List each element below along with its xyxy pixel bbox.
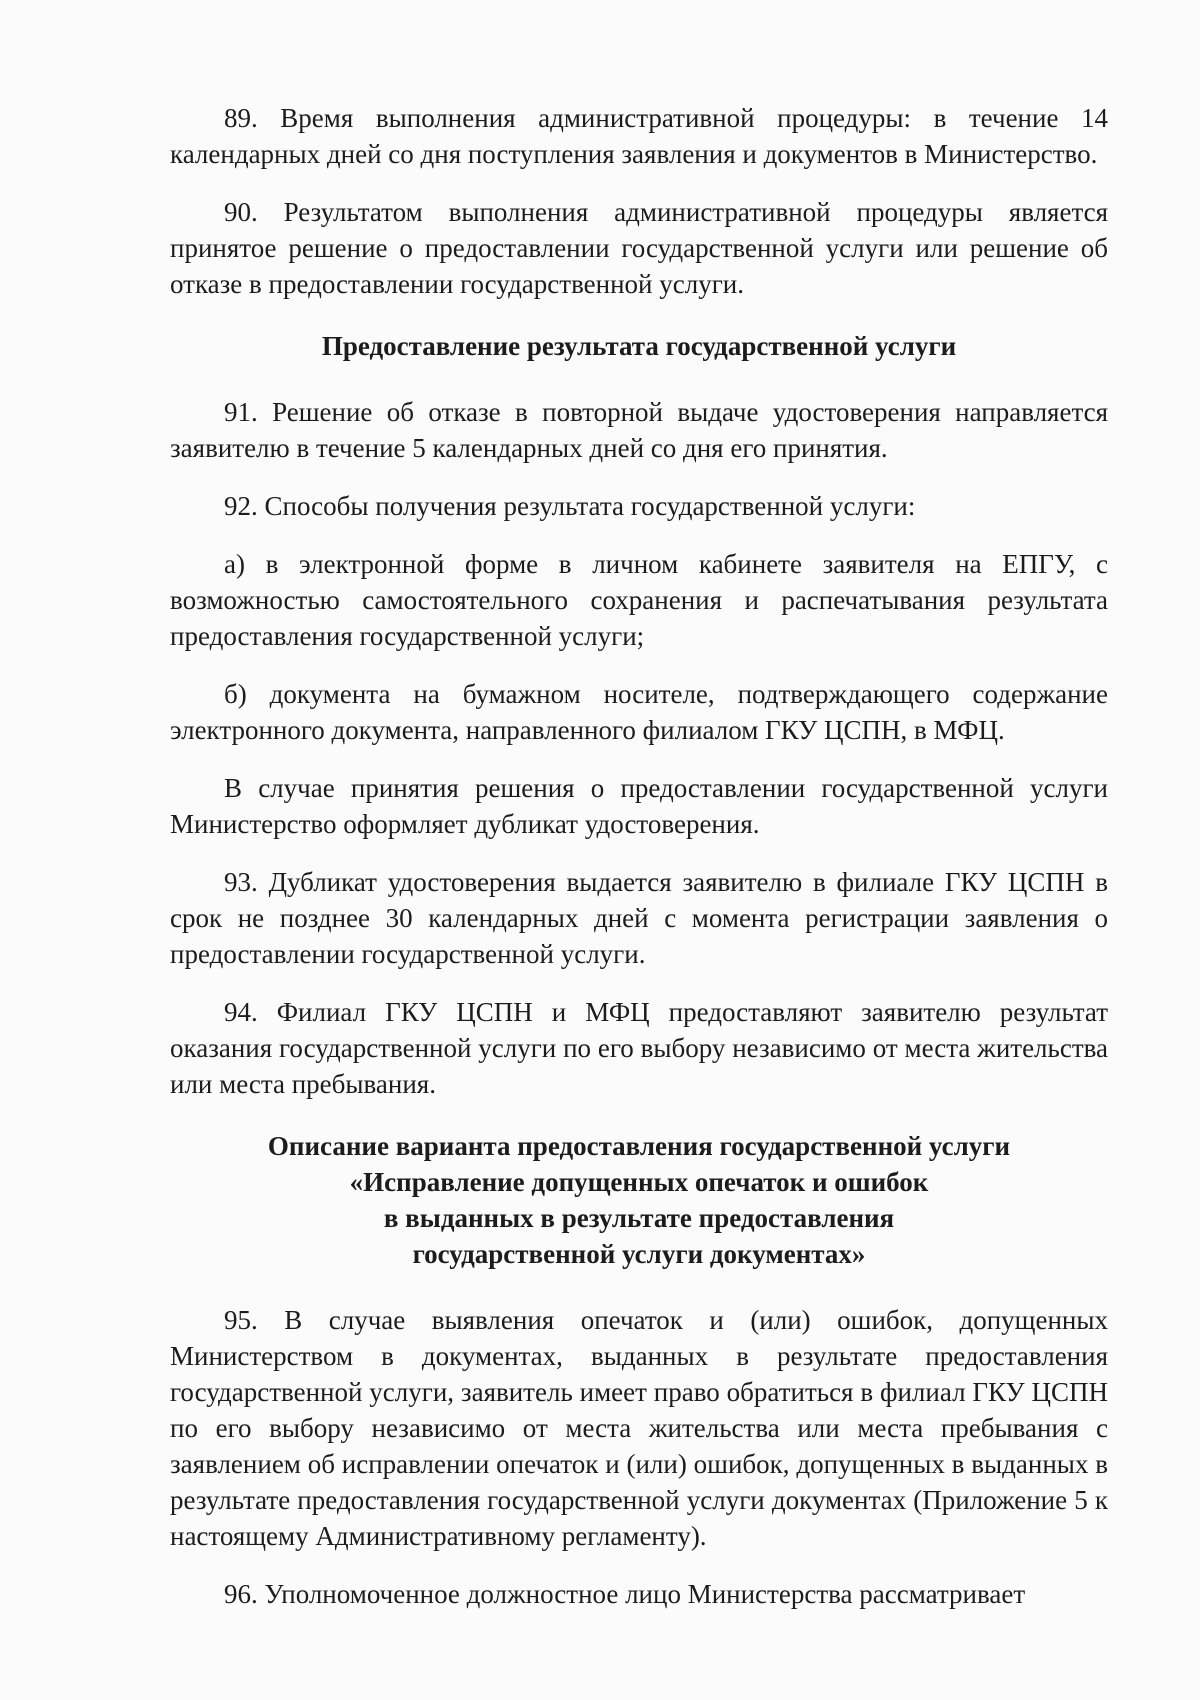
paragraph-92: 92. Способы получения результата государственной услуги: [224, 491, 916, 521]
heading-line-2: «Исправление допущенных опечаток и ошибок [349, 1167, 929, 1197]
section-heading-corrections [170, 1128, 1108, 1272]
heading-line-1: Описание варианта предоставления государственной услуги [267, 1131, 1011, 1161]
section-heading-result: Предоставление результата государственной услуги [321, 331, 957, 361]
paragraph-90: 90. Результатом выполнения административной процедуры является принятое решение о предоставлении государственной услуги или решение об отказе в предоставлении государственной услуги. [170, 197, 1108, 299]
paragraph-89: 89. Время выполнения административной процедуры: в течение 14 календарных дней со дня поступления заявления и документов в Министерство. [170, 103, 1108, 169]
document-body [170, 100, 1108, 1634]
heading-line-4: государственной услуги документах» [412, 1239, 866, 1269]
paragraph-91: 91. Решение об отказе в повторной выдаче удостоверения направляется заявителю в течение 5 календарных дней со дня его принятия. [170, 397, 1108, 463]
paragraph-96: 96. Уполномоченное должностное лицо Министерства рассматривает [224, 1579, 1026, 1609]
paragraph-92-c: В случае принятия решения о предоставлении государственной услуги Министерство оформляет дубликат удостоверения. [170, 773, 1108, 839]
paragraph-95: 95. В случае выявления опечаток и (или) ошибок, допущенных Министерством в документах, выданных в результате предоставления государственной услуги, заявитель имеет право обратиться в филиал ГКУ ЦСПН по его выбору независимо от места жительства или места пребывания с заявлением об исправлении опечаток и (или) ошибок, допущенных в выданных в результате предоставления государственной услуги документах (Приложение 5 к настоящему Административному регламенту). [170, 1305, 1108, 1551]
paragraph-92-a: а) в электронной форме в личном кабинете заявителя на ЕПГУ, с возможностью самостоятельного сохранения и распечатывания результата предоставления государственной услуги; [170, 549, 1108, 651]
paragraph-93: 93. Дубликат удостоверения выдается заявителю в филиале ГКУ ЦСПН в срок не позднее 30 календарных дней с момента регистрации заявления о предоставлении государственной услуги. [170, 867, 1108, 969]
heading-line-3: в выданных в результате предоставления [383, 1203, 895, 1233]
paragraph-92-b: б) документа на бумажном носителе, подтверждающего содержание электронного документа, направленного филиалом ГКУ ЦСПН, в МФЦ. [170, 679, 1108, 745]
paragraph-94: 94. Филиал ГКУ ЦСПН и МФЦ предоставляют заявителю результат оказания государственной услуги по его выбору независимо от места жительства или места пребывания. [170, 997, 1108, 1099]
